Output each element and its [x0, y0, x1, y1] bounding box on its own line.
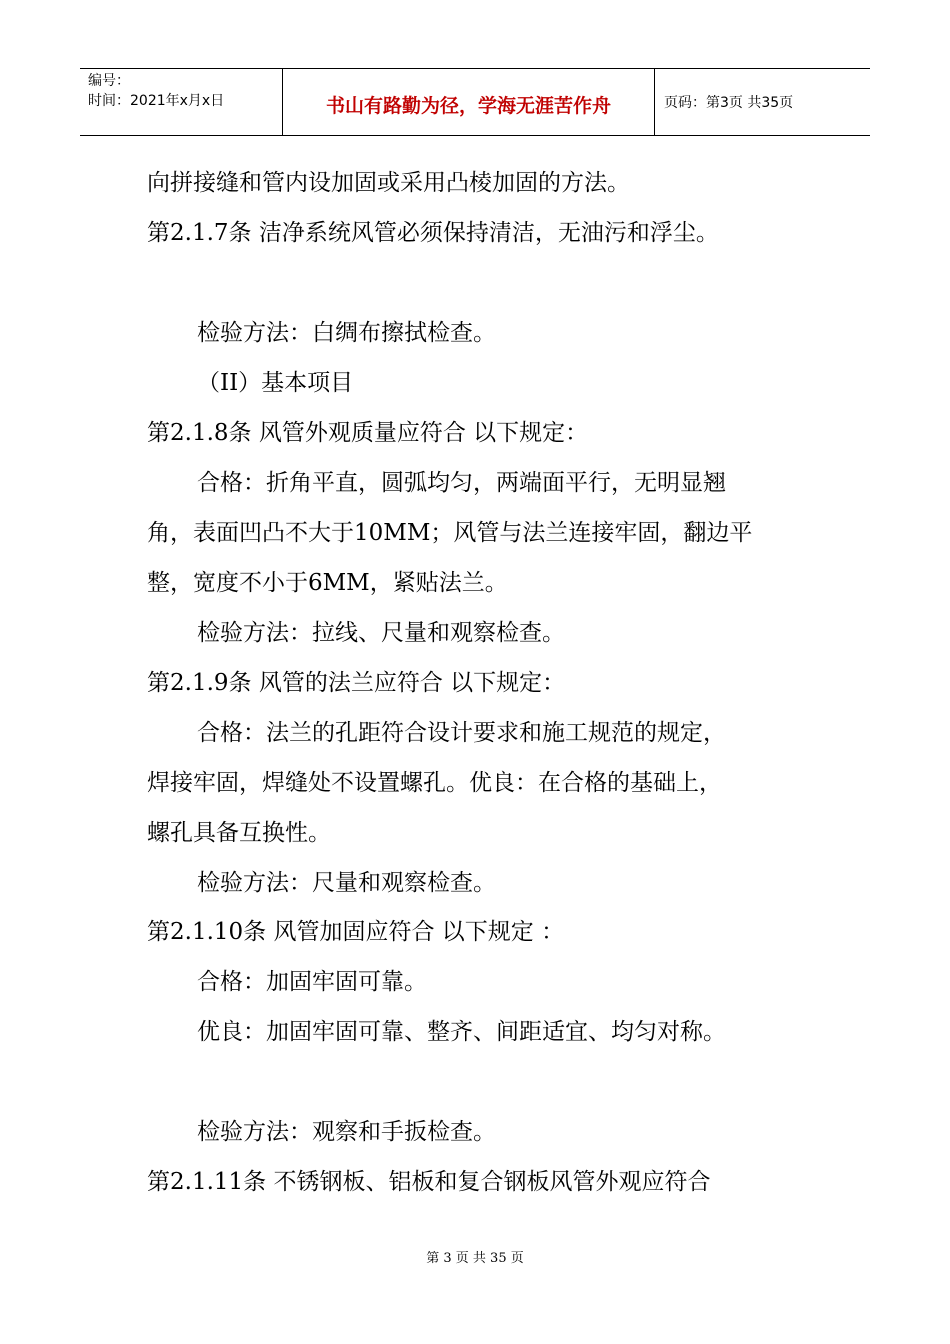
document-number-label: 编号： [88, 73, 130, 89]
article-heading: 第2.1.10条 风管加固应符合 以下规定 ： [147, 919, 565, 945]
article-heading: 第2.1.8条 风管外观质量应符合 以下规定： [147, 420, 589, 446]
document-date: 时间：2021年x月x日 [88, 93, 225, 109]
body-line: 合格：法兰的孔距符合设计要求和施工规范的规定， [197, 720, 726, 746]
inspection-method: 检验方法：观察和手扳检查。 [197, 1119, 496, 1145]
header-right-cell [655, 69, 870, 135]
article-heading: 第2.1.11条 不锈钢板、铝板和复合钢板风管外观应符合 [147, 1169, 711, 1195]
article-heading: 第2.1.9条 风管的法兰应符合 以下规定： [147, 670, 566, 696]
body-line: 向拼接缝和管内设加固或采用凸棱加固的方法。 [147, 170, 630, 196]
body-line: 合格：加固牢固可靠。 [197, 969, 427, 995]
body-line: 优良：加固牢固可靠、整齐、间距适宜、均匀对称。 [197, 1019, 726, 1045]
header-page-info: 页码：第3页 共35页 [664, 95, 794, 111]
inspection-method: 检验方法：尺量和观察检查。 [197, 870, 496, 896]
inspection-method: 检验方法：白绸布擦拭检查。 [197, 320, 496, 346]
page-header [80, 68, 870, 136]
body-line: 螺孔具备互换性。 [147, 820, 331, 846]
header-left-cell [80, 69, 282, 135]
inspection-method: 检验方法：拉线、尺量和观察检查。 [197, 620, 565, 646]
section-heading: （II）基本项目 [197, 370, 354, 396]
body-line: 整，宽度不小于6MM，紧贴法兰。 [147, 570, 508, 596]
body-line: 角，表面凹凸不大于10MM；风管与法兰连接牢固，翻边平 [147, 520, 753, 546]
header-middle-cell [282, 69, 655, 135]
page-footer: 第 3 页 共 35 页 [426, 1251, 524, 1266]
body-line: 焊接牢固，焊缝处不设置螺孔。优良：在合格的基础上， [147, 770, 722, 796]
body-line: 合格：折角平直，圆弧均匀，两端面平行，无明显翘 [197, 470, 726, 496]
article-heading: 第2.1.7条 洁净系统风管必须保持清洁，无油污和浮尘。 [147, 220, 719, 246]
header-motto: 书山有路勤为径，学海无涯苦作舟 [325, 95, 611, 117]
